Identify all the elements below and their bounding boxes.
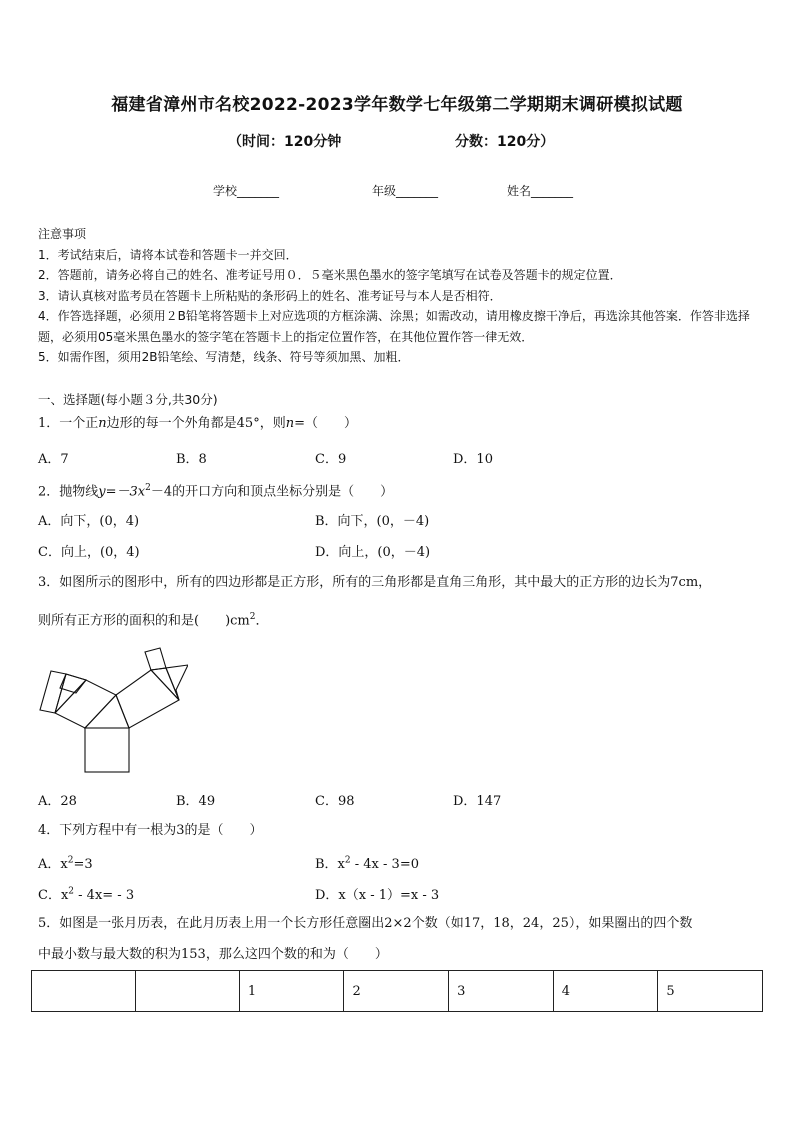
small-square — [166, 665, 188, 700]
q3-option: D．147 — [453, 794, 502, 809]
q2-option: B．向下，(0，－4) — [315, 514, 430, 529]
small-triangle — [151, 668, 179, 700]
name-field: 姓名_______ — [507, 184, 574, 198]
q1-var: n — [98, 416, 107, 431]
question-4: 4．下列方程中有一根为3的是（ ） — [38, 823, 263, 838]
q4-option: A．$x^2=3$ — [38, 855, 93, 872]
calendar-cell — [32, 971, 136, 1012]
question-3 — [38, 573, 760, 593]
note-item: 3．请认真核对监考员在答题卡上所粘贴的条形码上的姓名、准考证号与本人是否相符． — [38, 288, 502, 303]
note-item: 2．答题前，请务必将自己的姓名、准考证号用０．５毫米黑色墨水的签字笔填写在试卷及答题卡的规定位置． — [38, 268, 622, 282]
q1-var: n — [285, 416, 295, 431]
q4-option: D．x（x - 1）=x - 3 — [315, 888, 440, 903]
q3-option: C．98 — [315, 794, 355, 809]
q2-option: A．向下，(0，4) — [38, 514, 140, 529]
q2-option: C．向上，(0，4) — [38, 545, 140, 560]
q2-option: D．向上，(0，－4) — [315, 545, 431, 560]
note-item: 1．考试结束后，请将本试卷和答题卡一并交回． — [38, 247, 298, 262]
q1-option: A．7 — [38, 452, 69, 467]
q4-option: B．$x^2 - 4x - 3=0$ — [315, 855, 419, 872]
small-triangle — [55, 674, 86, 713]
notes-block — [38, 224, 760, 368]
calendar-cell: 3 — [449, 971, 554, 1012]
calendar-cell: 1 — [239, 971, 344, 1012]
q3-exponent: 2 — [249, 612, 256, 622]
q4-option: C．$x^2 - 4x= - 3$ — [38, 886, 135, 903]
total-score: 分数：120分） — [455, 134, 555, 150]
q1-option: B．8 — [176, 452, 207, 467]
small-square — [145, 648, 166, 670]
q3-option: B．49 — [176, 794, 216, 809]
q2-equation: y=－3x — [98, 484, 146, 500]
q1-stem: 边形的每一个外角都是45°，则 — [106, 416, 286, 431]
largest-square — [85, 728, 129, 772]
question-5-cont: 中最小数与最大数的积为153，那么这四个数的和为（ ） — [38, 947, 388, 962]
page-title: 福建省漳州市名校2022-2023学年数学七年级第二学期期末调研模拟试题 — [111, 95, 683, 115]
q3-line: ． — [255, 613, 269, 629]
q2-stem: 2．抛物线 — [38, 484, 99, 500]
question-1 — [38, 414, 760, 434]
section-heading: 一、选择题(每小题３分,共30分) — [38, 392, 218, 407]
school-field: 学校_______ — [213, 184, 280, 198]
q3-line: 则所有正方形的面积的和是( )cm — [38, 613, 250, 629]
q3-option: A．28 — [38, 794, 77, 809]
calendar-cell: 5 — [658, 971, 763, 1012]
time-limit: （时间：120分钟 — [228, 134, 342, 150]
right-square — [116, 670, 179, 728]
calendar-cell: 4 — [553, 971, 658, 1012]
note-item: 4．作答选择题，必须用２B铅笔将答题卡上对应选项的方框涂满、涂黑；如需改动，请用橡皮擦干净后，再选涂其他答案．作答非选择题，必须用05毫米黑色墨水的签字笔在答题卡上的指定位置作答，在其他位置作答一律无效． — [38, 309, 750, 344]
calendar-table — [31, 970, 763, 1012]
calendar-cell: 2 — [344, 971, 449, 1012]
question-5: 5．如图是一张月历表，在此月历表上用一个长方形任意圈出2×2个数（如17，18，24，25），如果圈出的四个数 — [38, 916, 693, 931]
pythagoras-tree-figure — [28, 640, 188, 780]
q1-stem: =（ ） — [294, 416, 357, 431]
q1-option: D．10 — [453, 452, 493, 467]
q3-line: 3．如图所示的图形中，所有的四边形都是正方形，所有的三角形都是直角三角形，其中最大的正方形的边长为7cm， — [38, 575, 712, 590]
grade-field: 年级_______ — [372, 184, 439, 198]
table-row — [32, 971, 763, 1012]
notes-heading: 注意事项 — [38, 227, 87, 241]
q1-stem: 1．一个正 — [38, 416, 99, 431]
q2-stem: －4的开口方向和顶点坐标分别是（ ） — [150, 484, 394, 500]
question-3-cont — [38, 607, 760, 631]
q2-exponent: 2 — [145, 483, 151, 493]
q1-option: C．9 — [315, 452, 347, 467]
note-item: 5．如需作图，须用2B铅笔绘、写清楚，线条、符号等须加黑、加粗． — [38, 350, 410, 364]
small-square — [40, 671, 66, 713]
question-2 — [38, 478, 760, 502]
calendar-cell — [135, 971, 239, 1012]
